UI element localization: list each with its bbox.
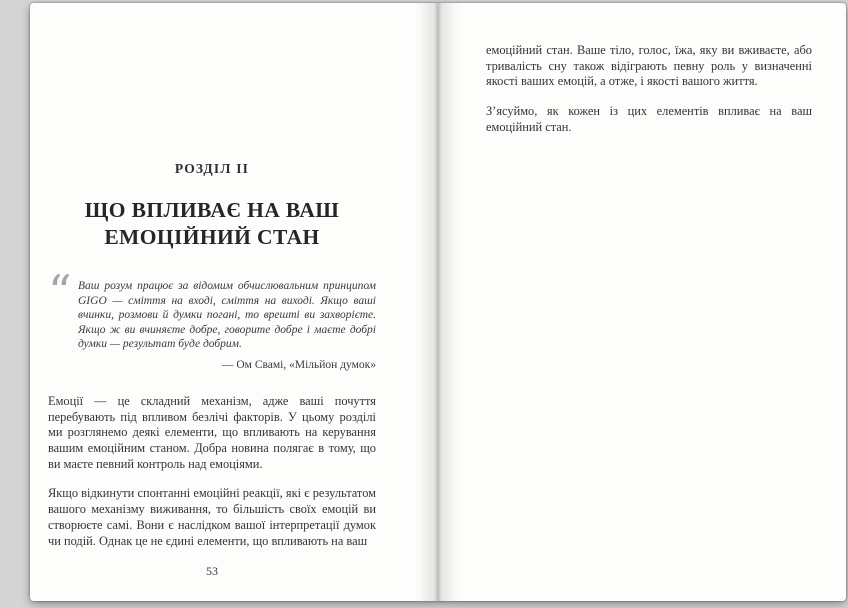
chapter-label: РОЗДІЛ II (174, 161, 250, 176)
book-spread (30, 3, 846, 601)
right-paragraph-1: емоційний стан. Ваше тіло, голос, їжа, яку ви вживаєте, або тривалість сну також відіграють певну роль у визначенні якості ваших емоцій, а отже, і якості вашого життя. (486, 43, 812, 89)
right-paragraph-2: З’ясуймо, як кожен із цих елементів впливає на ваш емоційний стан. (486, 104, 812, 134)
epigraph-attribution: — Ом Свамі, «Мільйон думок» (221, 358, 376, 371)
epigraph (48, 265, 376, 371)
chapter-title (48, 197, 376, 251)
page-left (30, 3, 438, 601)
chapter-title-line-2: ЕМОЦІЙНИЙ СТАН (104, 225, 320, 249)
epigraph-body (78, 279, 376, 371)
chapter-title-line-1: ЩО ВПЛИВАЄ НА ВАШ (84, 198, 340, 222)
page-right (438, 3, 846, 601)
left-paragraph-2: Якщо відкинути спонтанні емоційні реакції, які є результатом вашого механізму виживання, то більшість своїх емоцій ви створюєте самі. Вони є наслідком вашої інтерпретації думок чи подій. Однак це не єдині елементи, що впливають на ваш (48, 486, 376, 548)
quote-mark-icon: “ (48, 265, 72, 319)
page-number: 53 (206, 564, 218, 579)
left-paragraph-1: Емоції — це складний механізм, адже ваші почуття перебувають під впливом безлічі факторів. У цьому розділі ми розглянемо деякі елементи, що впливають на керування вашим емоційним станом. Добра новина полягає в тому, що ви маєте певний контроль над емоціями. (48, 393, 376, 471)
epigraph-text: Ваш розум працює за відомим обчислювальним принципом GIGO — сміття на вході, сміття на виході. Якщо ваші вчинки, розмови й думки погані, то врешті ви захворієте. Якщо ж ви вчиняєте добре, говорите добре і маєте добрі думки — результат буде добрим. (78, 280, 376, 351)
